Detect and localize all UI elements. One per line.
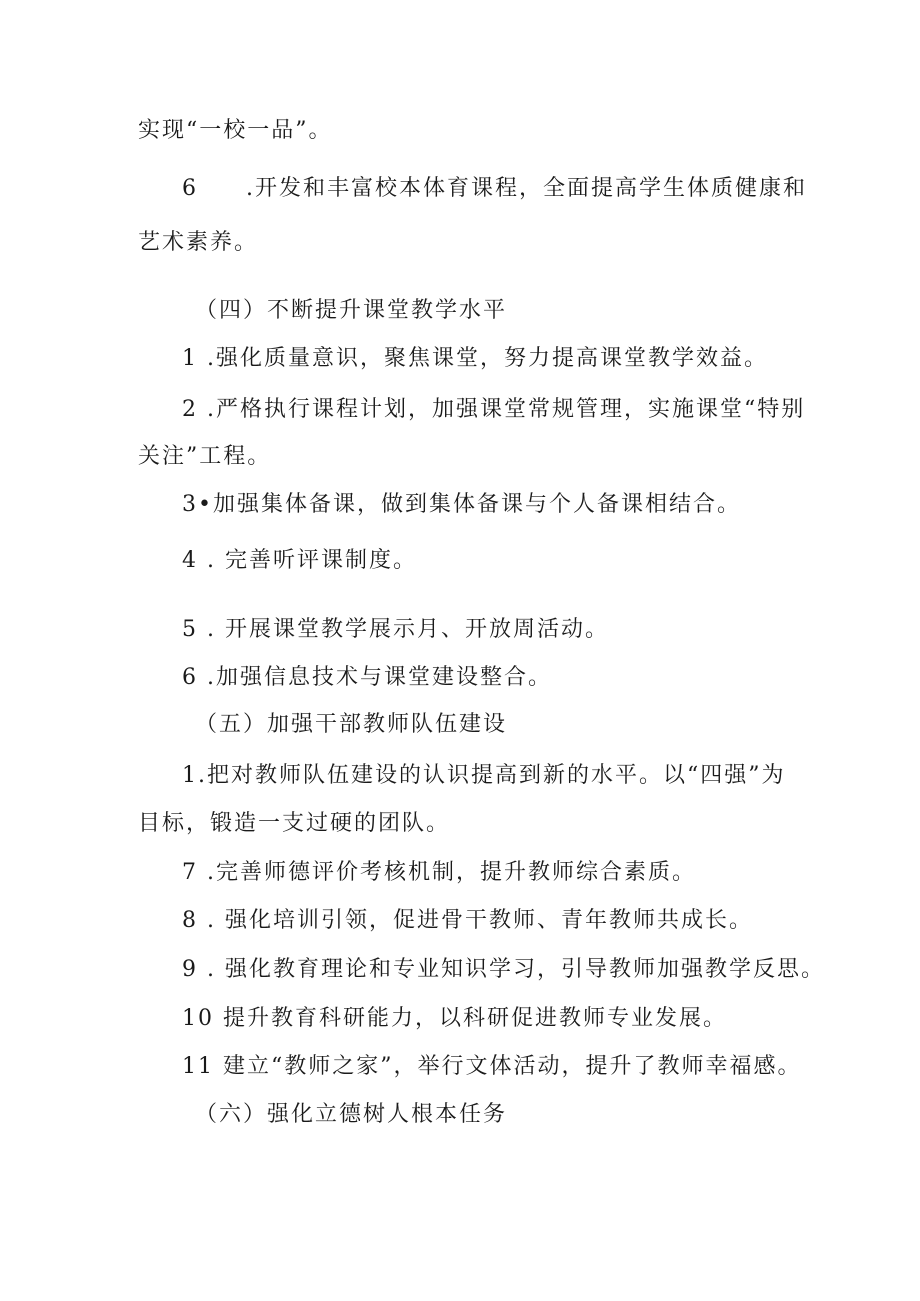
text-line: 关注”工程。 — [138, 444, 272, 469]
text-line: 8 . 强化培训引领，促进骨干教师、青年教师共成长。 — [182, 908, 753, 933]
text-line: 11 建立“教师之家”，举行文体活动，提升了教师幸福感。 — [182, 1054, 802, 1079]
text-line: 目标，锻造一支过硬的团队。 — [138, 811, 451, 836]
text-line: 10 提升教育科研能力，以科研促进教师专业发展。 — [182, 1006, 727, 1031]
section-heading: （五）加强干部教师队伍建设 — [195, 712, 508, 737]
text-line: 1.把对教师队伍建设的认识提高到新的水平。以“四强”为 — [182, 763, 786, 788]
text-line: 6 .加强信息技术与课堂建设整合。 — [182, 665, 552, 690]
text-line: 5 . 开展课堂教学展示月、开放周活动。 — [182, 617, 609, 642]
text-line: 1 .强化质量意识，聚焦课堂，努力提高课堂教学效益。 — [182, 346, 768, 371]
text-line: 实现“一校一品”。 — [138, 118, 333, 143]
text-line: 9 . 强化教育理论和专业知识学习，引导教师加强教学反思。 — [182, 957, 825, 982]
text-line: 7 .完善师德评价考核机制，提升教师综合素质。 — [182, 860, 696, 885]
section-heading: （六）强化立德树人根本任务 — [195, 1102, 508, 1127]
text-line: 4 . 完善听评课制度。 — [182, 548, 417, 573]
text-line: 2 .严格执行课程计划，加强课堂常规管理，实施课堂“特别 — [182, 397, 806, 422]
section-heading: （四）不断提升课堂教学水平 — [195, 298, 508, 323]
text-line: 6 .开发和丰富校本体育课程，全面提高学生体质健康和 — [182, 176, 807, 201]
text-line: 艺术素养。 — [138, 230, 259, 255]
text-line: 3•加强集体备课，做到集体备课与个人备课相结合。 — [182, 492, 741, 517]
